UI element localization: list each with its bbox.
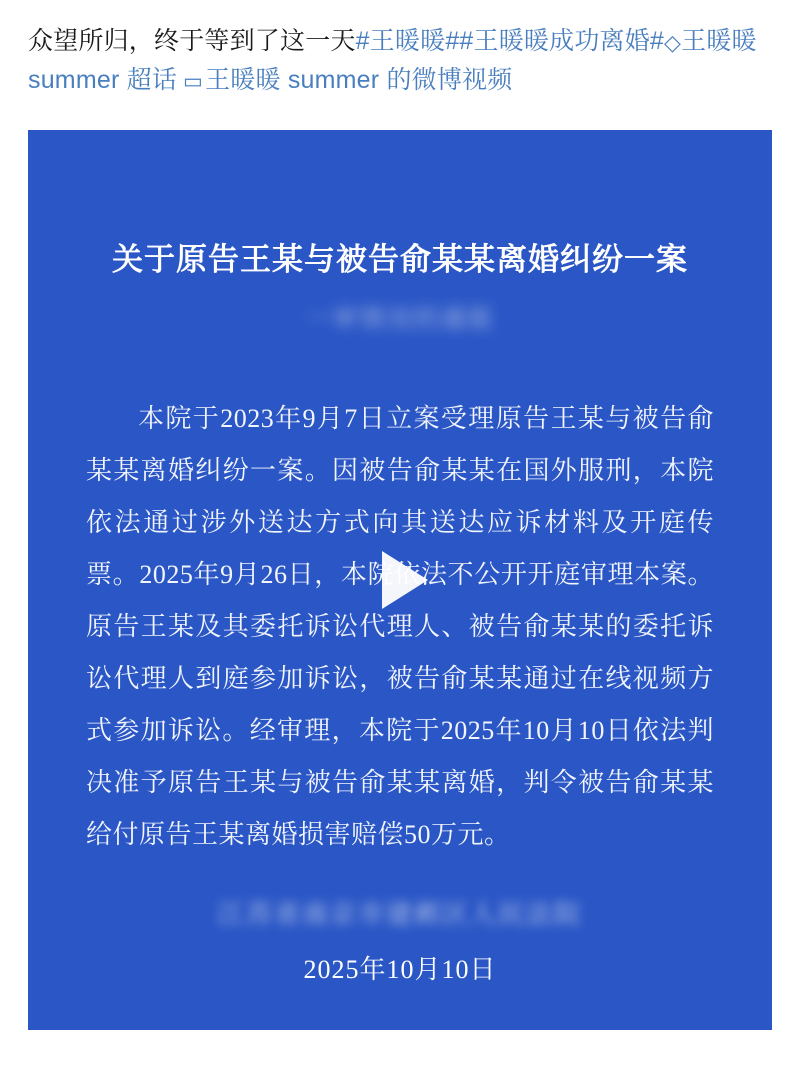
diamond-icon: ◇ — [664, 30, 682, 55]
video-icon: ▭ — [183, 69, 204, 93]
hashtag-wang-nuannuan[interactable]: #王暖暖# — [355, 27, 460, 55]
hashtag-divorce-success[interactable]: #王暖暖成功离婚# — [459, 27, 665, 55]
document-court-name: 江苏省南京市建邺区人民法院 — [217, 899, 582, 929]
play-button[interactable] — [358, 538, 442, 622]
post-text-lead: 众望所归，终于等到了这一天 — [28, 27, 356, 55]
document-footer — [86, 894, 714, 986]
play-icon — [382, 551, 428, 609]
post-text — [28, 22, 772, 100]
document-title: 关于原告王某与被告俞某某离婚纠纷一案 — [112, 241, 688, 277]
weibo-post — [0, 0, 800, 100]
video-link[interactable]: 王暖暖 summer 的微博视频 — [205, 65, 513, 94]
super-topic-link[interactable]: 王暖暖 summer 超话 — [28, 27, 757, 94]
video-card[interactable] — [28, 130, 772, 1030]
document-date: 2025年10月10日 — [303, 954, 497, 984]
document-body: 本院于2023年9月7日立案受理原告王某与被告俞某某离婚纠纷一案。因被告俞某某在国外服刑，本院依法通过涉外送达方式向其送达应诉材料及开庭传票。2025年9月26日，本院依法不公开开庭审理本案。原告王某及其委托诉讼代理人、被告俞某某的委托诉讼代理人到庭参加诉讼，被告俞某某通过在线视频方式参加诉讼。经审理，本院于2025年10月10日依法判决准予原告王某与被告俞某某离婚，判令被告俞某某给付原告王某离婚损害赔偿50万元。 — [86, 403, 714, 849]
document-subtitle: 一审情况的通报 — [305, 305, 495, 333]
